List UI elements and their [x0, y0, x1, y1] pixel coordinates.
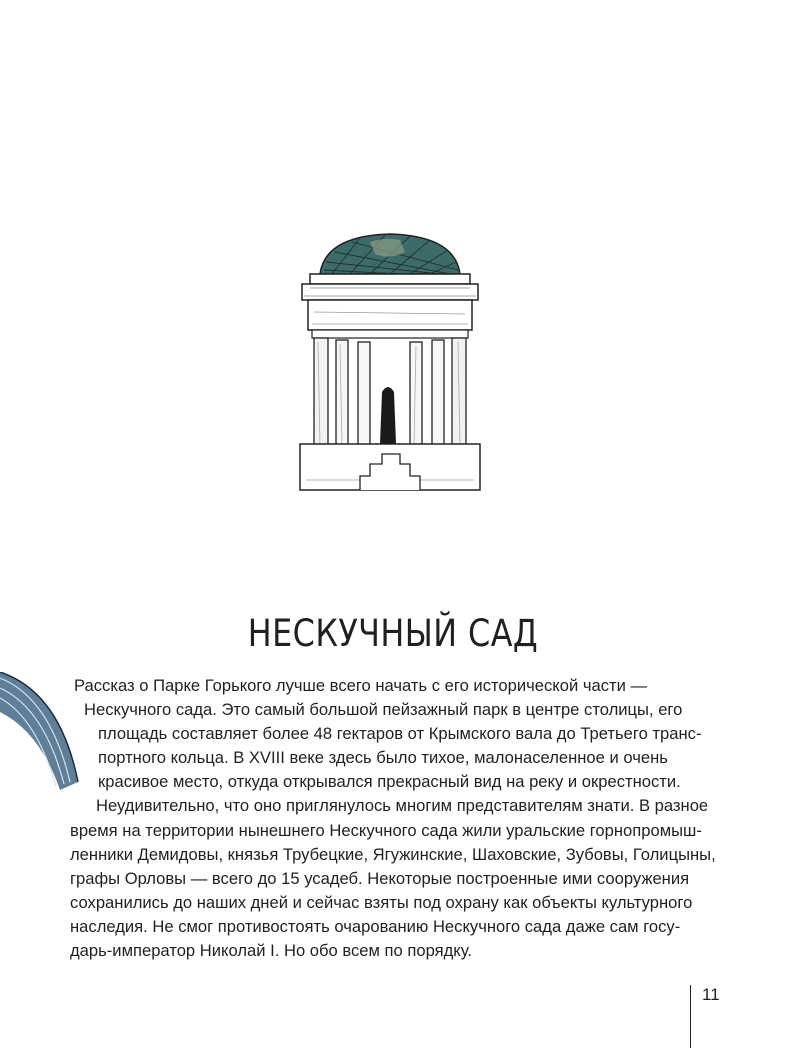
- rotunda-illustration: [290, 232, 490, 502]
- article-title: НЕСКУЧНЫЙ САД: [247, 612, 539, 655]
- body-line: время на территории нынешнего Нескучного сада жили уральские горнопромыш-: [70, 820, 702, 840]
- page-number-rule: [690, 985, 691, 1048]
- body-line: Рассказ о Парке Горького лучше всего начать с его исторической части —: [74, 676, 648, 695]
- body-line: сохранились до наших дней и сейчас взяты под охрану как объекты культурного: [70, 892, 693, 912]
- body-line: наследия. Не смог противостоять очарованию Нескучного сада даже сам госу-: [70, 916, 681, 936]
- body-line: Неудивительно, что оно приглянулось многим представителям знати. В разное: [96, 796, 709, 816]
- body-line: площадь составляет более 48 гектаров от Крымского вала до Третьего транс-: [98, 724, 702, 744]
- page-number: 11: [702, 985, 720, 1004]
- article-body: [60, 674, 716, 963]
- body-line: дарь-император Николай I. Но обо всем по порядку.: [70, 941, 472, 961]
- body-line: графы Орловы — всего до 15 усадеб. Некоторые построенные ими сооружения: [70, 868, 690, 888]
- body-line: портного кольца. В XVIII веке здесь было тихое, малонаселенное и очень: [98, 748, 668, 768]
- body-line: Нескучного сада. Это самый большой пейзажный парк в центре столицы, его: [84, 700, 683, 720]
- body-line: ленники Демидовы, князья Трубецкие, Ягужинские, Шаховские, Зубовы, Голицыны,: [70, 844, 716, 864]
- body-line: красивое место, откуда открывался прекрасный вид на реку и окрестности.: [98, 772, 681, 792]
